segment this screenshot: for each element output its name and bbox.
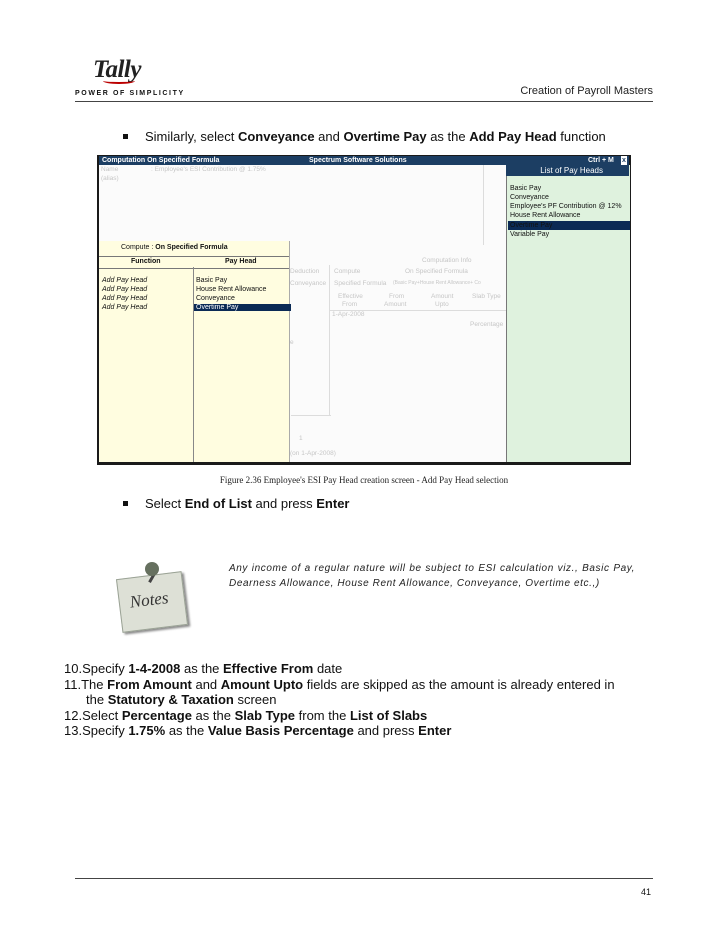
- emph: Overtime Pay: [343, 129, 427, 144]
- ghost-text: e: [290, 339, 294, 346]
- t: 10.Specify: [64, 661, 129, 676]
- bullet-end-of-list: [123, 496, 349, 511]
- t: and: [191, 676, 221, 692]
- figure-caption: Figure 2.36 Employee's ESI Pay Head creation screen - Add Pay Head selection: [219, 475, 509, 485]
- list-title: List of Pay Heads: [540, 166, 603, 175]
- t: from the: [295, 707, 350, 723]
- ghost-text: Compute: [334, 268, 361, 275]
- text: function: [556, 129, 606, 144]
- payhead-cell[interactable]: House Rent Allowance: [196, 286, 267, 293]
- divider: [483, 165, 484, 245]
- t: Effective From: [223, 661, 314, 676]
- screen-title: Computation On Specified Formula: [102, 157, 220, 164]
- column-divider: [193, 267, 194, 462]
- chapter-title: Creation of Payroll Masters: [520, 85, 653, 97]
- ghost-text: Specified Formula: [334, 280, 387, 287]
- text: as the: [426, 129, 470, 144]
- text: Similarly, select: [145, 129, 238, 144]
- ghost-text: From: [389, 293, 405, 300]
- col-function: Function: [131, 258, 161, 265]
- footer-divider: [75, 878, 653, 879]
- compute-label: Compute :: [121, 244, 154, 251]
- step-13: [64, 723, 664, 739]
- function-cell[interactable]: Add Pay Head: [102, 286, 148, 293]
- text: and: [314, 129, 344, 144]
- step-10: [64, 661, 664, 677]
- text: Select: [145, 496, 185, 511]
- ghost-text: (Basic Pay+House Rent Allowance+ Co: [393, 280, 481, 286]
- step-12: [64, 708, 664, 724]
- bullet-square-icon: [123, 501, 128, 506]
- t: Statutory & Taxation: [107, 692, 234, 707]
- ghost-text: Effective: [338, 293, 363, 300]
- notes-label: Notes: [128, 588, 170, 612]
- list-item[interactable]: Employee's PF Contribution @ 12%: [510, 203, 622, 210]
- ghost-text: Amount: [431, 293, 454, 300]
- payhead-cell[interactable]: Conveyance: [196, 295, 235, 302]
- t: Value Basis Percentage: [207, 723, 354, 738]
- bullet-select-conveyance: [123, 129, 606, 144]
- logo-tagline: POWER OF SIMPLICITY: [75, 90, 185, 97]
- t: From Amount: [107, 676, 192, 692]
- close-icon[interactable]: x: [622, 157, 626, 164]
- ghost-text: Slab Type: [472, 293, 501, 300]
- compute-value: On Specified Formula: [155, 244, 228, 251]
- t: and press: [353, 723, 419, 738]
- t: List of Slabs: [349, 707, 428, 723]
- list-item[interactable]: Conveyance: [510, 194, 549, 201]
- note-text: Any income of a regular nature will be subject to ESI calculation viz., Basic Pay, Dearness Allowance, House Rent Allowance, Conveyance, Overtime etc.,): [229, 563, 635, 589]
- t: 1.75%: [128, 723, 166, 738]
- t: Percentage: [121, 707, 192, 723]
- ghost-text: (on 1-Apr-2008): [290, 450, 336, 457]
- t: 12.Select: [64, 707, 122, 723]
- name-label: Name: [101, 166, 119, 173]
- emph: Enter: [316, 496, 350, 511]
- shortcut-label: Ctrl + M: [588, 157, 614, 164]
- list-item[interactable]: Basic Pay: [510, 185, 542, 192]
- divider: [329, 265, 330, 415]
- divider: [329, 310, 506, 311]
- logo-swoosh: [103, 78, 135, 84]
- function-cell[interactable]: Add Pay Head: [102, 304, 148, 311]
- page-number: 41: [640, 887, 651, 897]
- steps-list: [64, 661, 664, 739]
- col-payhead: Pay Head: [225, 258, 257, 265]
- divider: [291, 415, 331, 416]
- bullet-square-icon: [123, 134, 128, 139]
- ghost-text: Upto: [435, 301, 449, 308]
- compute-popup: [99, 241, 290, 462]
- ghost-text: Percentage: [470, 321, 504, 328]
- t: Amount Upto: [220, 676, 304, 692]
- ghost-text: 1: [299, 435, 303, 442]
- t: 13.Specify: [64, 723, 129, 738]
- list-item[interactable]: House Rent Allowance: [510, 212, 581, 219]
- ghost-text: 1-Apr-2008: [332, 311, 365, 318]
- computation-info: Computation Info: [422, 257, 472, 264]
- t: fields are skipped as the amount is already entered in: [303, 676, 615, 692]
- text: and press: [251, 496, 317, 511]
- popup-header: [99, 256, 289, 269]
- function-cell[interactable]: Add Pay Head: [102, 295, 148, 302]
- step-11-cont: [64, 692, 664, 708]
- step-11: [64, 677, 664, 693]
- ghost-text: Conveyance: [290, 280, 327, 287]
- t: the: [86, 692, 108, 707]
- list-header: [506, 165, 629, 176]
- function-cell[interactable]: Add Pay Head: [102, 277, 148, 284]
- list-item-selected[interactable]: Overtime Pay: [508, 221, 630, 230]
- t: screen: [233, 692, 277, 707]
- ghost-text: Deduction: [290, 268, 320, 275]
- tally-logo: Tally: [93, 56, 141, 83]
- emph: Add Pay Head: [469, 129, 557, 144]
- emph: Conveyance: [237, 129, 315, 144]
- alias-label: (alias): [101, 175, 119, 182]
- t: 11.The: [64, 676, 108, 692]
- t: as the: [180, 661, 224, 676]
- t: Slab Type: [234, 707, 296, 723]
- emph: End of List: [184, 496, 252, 511]
- name-value: : Employee's ESI Contribution @ 1.75%: [151, 166, 266, 173]
- header-divider: [75, 101, 653, 102]
- t: Enter: [418, 723, 452, 738]
- popup-title: [121, 244, 228, 251]
- company-name: Spectrum Software Solutions: [309, 157, 407, 164]
- t: as the: [165, 723, 208, 738]
- ghost-text: From: [342, 301, 358, 308]
- title-bar: [99, 156, 629, 165]
- ghost-text: Amount: [384, 301, 407, 308]
- t: 1-4-2008: [128, 661, 181, 676]
- payhead-cell-active[interactable]: Overtime Pay: [194, 304, 291, 311]
- pushpin-icon: [145, 562, 159, 576]
- t: date: [313, 661, 343, 676]
- list-item[interactable]: Variable Pay: [510, 231, 550, 238]
- t: as the: [191, 707, 235, 723]
- ghost-text: On Specified Formula: [405, 268, 468, 275]
- payhead-cell[interactable]: Basic Pay: [196, 277, 228, 284]
